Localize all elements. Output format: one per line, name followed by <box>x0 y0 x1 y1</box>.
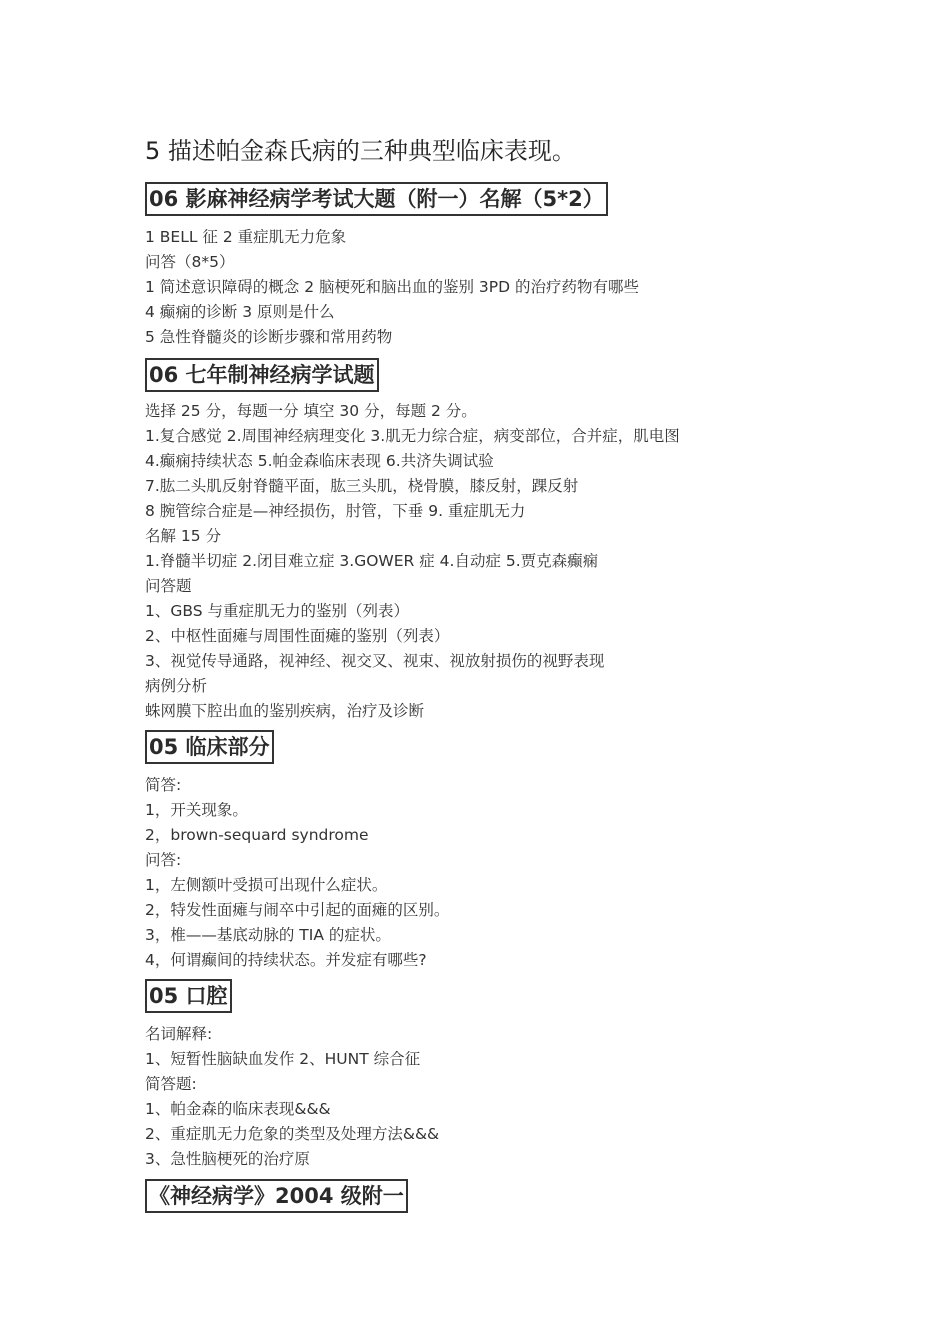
section-line: 3、急性脑梗死的治疗原 <box>145 1150 310 1168</box>
section-line: 4，何谓癫间的持续状态。并发症有哪些? <box>145 951 427 969</box>
section-line: 问答: <box>145 851 182 869</box>
section-line: 3，椎——基底动脉的 TIA 的症状。 <box>145 926 391 944</box>
section-line: 名词解释: <box>145 1025 213 1043</box>
section-line: 1，左侧额叶受损可出现什么症状。 <box>145 876 388 894</box>
section-line: 1、短暂性脑缺血发作 2、HUNT 综合征 <box>145 1050 421 1068</box>
section-line: 1 简述意识障碍的概念 2 脑梗死和脑出血的鉴别 3PD 的治疗药物有哪些 <box>145 278 640 296</box>
section-line: 简答: <box>145 776 182 794</box>
section-heading-05-clinical: 05 临床部分 <box>145 730 274 764</box>
section-line: 1、帕金森的临床表现&&& <box>145 1100 331 1118</box>
section-line: 2、重症肌无力危象的类型及处理方法&&& <box>145 1125 440 1143</box>
section-line: 1.脊髓半切症 2.闭目难立症 3.GOWER 症 4.自动症 5.贾克森癫痫 <box>145 552 599 570</box>
section-line: 1.复合感觉 2.周围神经病理变化 3.肌无力综合症，病变部位，合并症，肌电图 <box>145 427 680 445</box>
section-heading-06-yingma: 06 影麻神经病学考试大题（附一）名解（5*2） <box>145 182 608 216</box>
section-line: 8 腕管综合症是—神经损伤，肘管，下垂 9. 重症肌无力 <box>145 502 526 520</box>
section-line: 病例分析 <box>145 677 208 695</box>
section-line: 7.肱二头肌反射脊髓平面，肱三头肌，桡骨膜，膝反射，踝反射 <box>145 477 579 495</box>
section-line: 4.癫痫持续状态 5.帕金森临床表现 6.共济失调试验 <box>145 452 494 470</box>
section-heading-06-seven-year: 06 七年制神经病学试题 <box>145 358 379 392</box>
section-line: 问答（8*5） <box>145 253 235 271</box>
section-heading-05-oral: 05 口腔 <box>145 979 232 1013</box>
section-line: 1，开关现象。 <box>145 801 248 819</box>
section-line: 简答题: <box>145 1075 197 1093</box>
section-line: 5 急性脊髓炎的诊断步骤和常用药物 <box>145 328 393 346</box>
section-line: 1、GBS 与重症肌无力的鉴别（列表） <box>145 602 410 620</box>
section-line: 3、视觉传导通路，视神经、视交叉、视束、视放射损伤的视野表现 <box>145 652 605 670</box>
section-line: 蛛网膜下腔出血的鉴别疾病，治疗及诊断 <box>145 702 425 720</box>
section-line: 名解 15 分 <box>145 527 222 545</box>
section-line: 问答题 <box>145 577 192 595</box>
section-line: 1 BELL 征 2 重症肌无力危象 <box>145 228 347 246</box>
section-heading-2004-neurology: 《神经病学》2004 级附一 <box>145 1179 408 1213</box>
intro-question: 5 描述帕金森氏病的三种典型临床表现。 <box>145 137 576 165</box>
section-line: 选择 25 分，每题一分 填空 30 分，每题 2 分。 <box>145 402 477 420</box>
section-line: 2、中枢性面瘫与周围性面瘫的鉴别（列表） <box>145 627 450 645</box>
section-line: 2，特发性面瘫与闹卒中引起的面瘫的区别。 <box>145 901 450 919</box>
section-line: 2，brown-sequard syndrome <box>145 826 369 844</box>
section-line: 4 癫痫的诊断 3 原则是什么 <box>145 303 335 321</box>
